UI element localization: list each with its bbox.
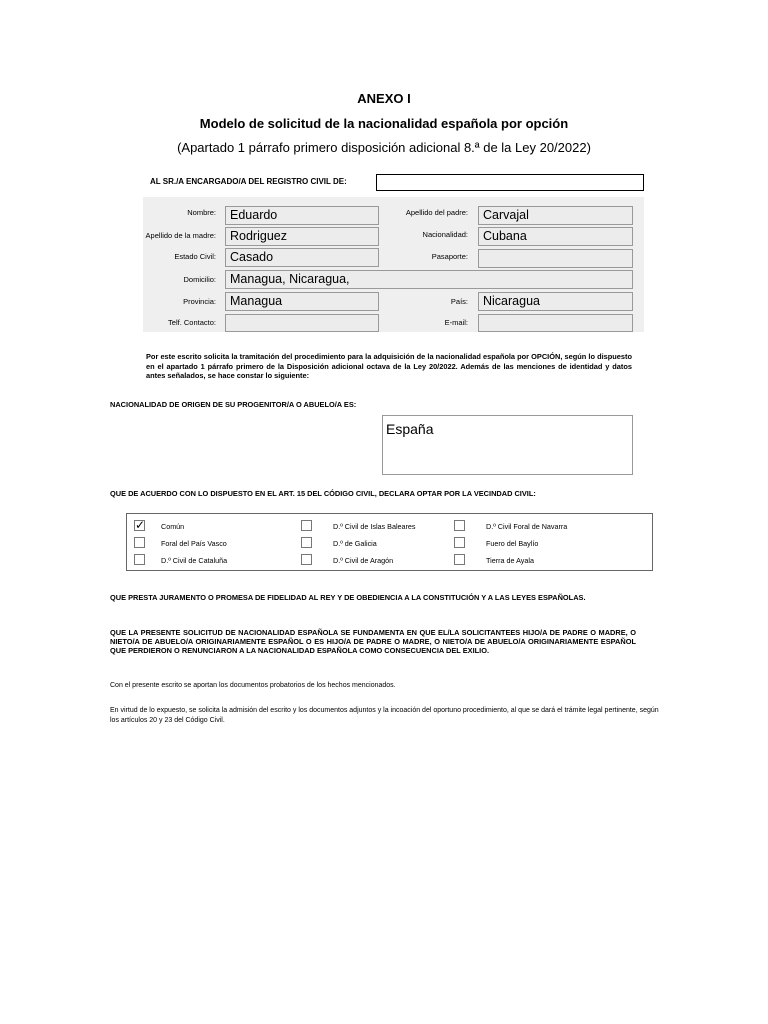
origin-heading: NACIONALIDAD DE ORIGEN DE SU PROGENITOR/A O ABUELO/A ES: [110, 400, 357, 409]
documents-note: Con el presente escrito se aportan los documentos probatorios de los hechos mencionados. [110, 682, 396, 689]
checkbox-fuero-baylio[interactable] [454, 537, 465, 548]
option-label: D.º Civil de Cataluña [161, 556, 228, 565]
pais-label: País: [450, 297, 468, 306]
nombre-field[interactable]: Eduardo [225, 206, 379, 225]
checkbox-comun[interactable] [134, 520, 145, 531]
telefono-field[interactable] [225, 314, 379, 332]
vecindad-heading: QUE DE ACUERDO CON LO DISPUESTO EN EL ART. 15 DEL CÓDIGO CIVIL, DECLARA OPTAR POR LA VECINDAD CIVIL: [110, 489, 536, 498]
option-label: D.º Civil Foral de Navarra [486, 522, 568, 531]
checkbox-cataluna[interactable] [134, 554, 145, 565]
pasaporte-field[interactable] [478, 249, 633, 268]
pasaporte-label: Pasaporte: [431, 252, 468, 261]
domicilio-label: Domicilio: [183, 275, 216, 284]
option-label: Fuero del Baylío [486, 539, 539, 548]
registry-field[interactable] [376, 174, 644, 191]
option-label: Común [161, 522, 185, 531]
telefono-label: Telf. Contacto: [168, 318, 216, 327]
provincia-field[interactable]: Managua [225, 292, 379, 311]
option-label: D.º de Galicia [333, 539, 377, 548]
registry-label: AL SR./A ENCARGADO/A DEL REGISTRO CIVIL DE: [150, 177, 347, 186]
checkbox-galicia[interactable] [301, 537, 312, 548]
apellido-madre-field[interactable]: Rodriguez [225, 227, 379, 246]
nombre-label: Nombre: [187, 208, 216, 217]
checkbox-navarra[interactable] [454, 520, 465, 531]
option-label: Foral del País Vasco [161, 539, 227, 548]
nacionalidad-label: Nacionalidad: [422, 230, 468, 239]
provincia-label: Provincia: [183, 297, 216, 306]
option-label: Tierra de Ayala [486, 556, 534, 565]
domicilio-field[interactable]: Managua, Nicaragua, [225, 270, 633, 289]
nacionalidad-field[interactable]: Cubana [478, 227, 633, 246]
checkbox-islas-baleares[interactable] [301, 520, 312, 531]
email-label: E-mail: [444, 318, 468, 327]
oath-statement: QUE PRESTA JURAMENTO O PROMESA DE FIDELIDAD AL REY Y DE OBEDIENCIA A LA CONSTITUCIÓN Y A LAS LEYES ESPAÑOLAS. [110, 593, 586, 602]
option-label: D.º Civil de Islas Baleares [333, 522, 416, 531]
intro-paragraph: Por este escrito solicita la tramitación del procedimiento para la adquisición de la nacionalidad española por OPCIÓN, según lo dispuesto en el apartado 1 párrafo primero de la Disposición adicional octava de la Ley 20/2022. Además de las menciones de identidad y datos antes señalados, se hace constar lo siguiente: [146, 352, 632, 381]
closing-paragraph: En virtud de lo expuesto, se solicita la admisión del escrito y los documentos adjuntos y la incoación del oportuno procedimiento, al que se dará el trámite legal pertinente, según los artículos 20 y 23 del Código Civil. [110, 707, 659, 724]
check-mark-icon: ✓ [135, 518, 146, 532]
pais-field[interactable]: Nicaragua [478, 292, 633, 311]
apellido-padre-label: Apellido del padre: [405, 208, 468, 217]
estado-civil-label: Estado Civil: [174, 252, 216, 261]
option-label: D.º Civil de Aragón [333, 556, 394, 565]
basis-statement: QUE LA PRESENTE SOLICITUD DE NACIONALIDAD ESPAÑOLA SE FUNDAMENTA EN QUE EL/LA SOLICITANTEES HIJO/A DE PADRE O MADRE, O NIETO/A DE ABUELO/A ORIGINARIAMENTE ESPAÑOL O ES HIJO/A DE PADRE O MADRE, O NIETO/A DE ABUELO/A ORIGINARIAMENTE ESPAÑOL QUE PERDIERON O RENUNCIARON A LA NACIONALIDAD ESPAÑOLA COMO CONSECUENCIA DEL EXILIO. [110, 628, 636, 656]
checkbox-tierra-ayala[interactable] [454, 554, 465, 565]
document-title: ANEXO I [357, 91, 411, 106]
checkbox-aragon[interactable] [301, 554, 312, 565]
document-subtitle: Modelo de solicitud de la nacionalidad española por opción [199, 116, 569, 131]
apellido-madre-label: Apellido de la madre: [145, 231, 216, 240]
legal-reference: (Apartado 1 párrafo primero disposición adicional 8.ª de la Ley 20/2022) [177, 140, 591, 155]
checkbox-foral-pais-vasco[interactable] [134, 537, 145, 548]
email-field[interactable] [478, 314, 633, 332]
apellido-padre-field[interactable]: Carvajal [478, 206, 633, 225]
origin-nationality-field[interactable]: España [382, 415, 633, 475]
estado-civil-field[interactable]: Casado [225, 248, 379, 267]
